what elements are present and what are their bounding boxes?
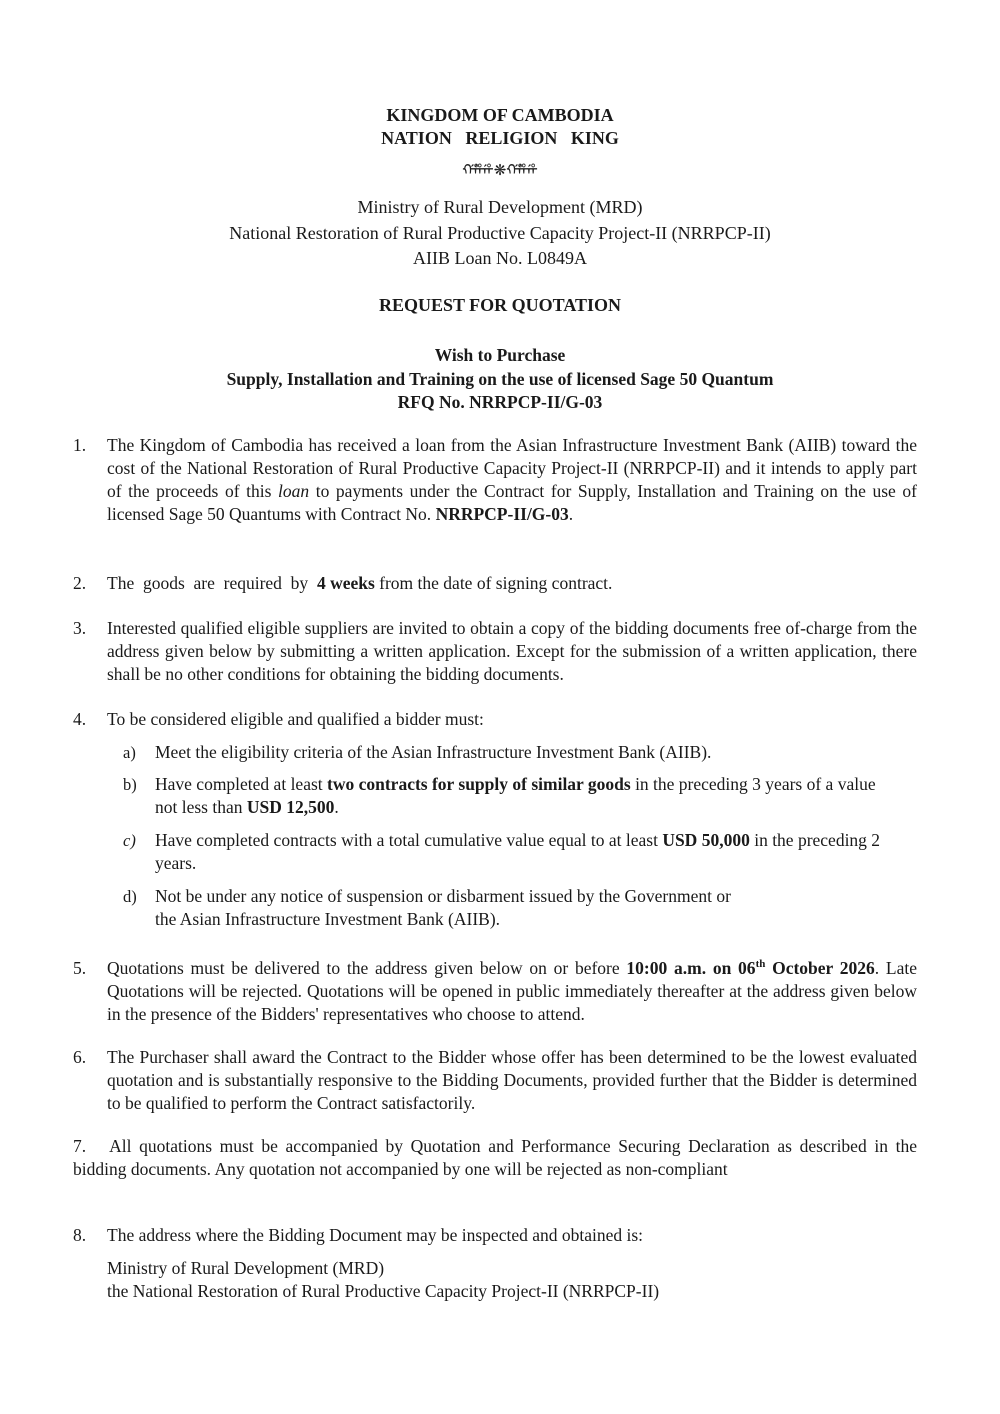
- subitem-c-text: Have completed contracts with a total cumulative value equal to at least USD 50,000 in the preceding 2 years.: [155, 830, 881, 873]
- subject-line-1: Wish to Purchase: [434, 345, 566, 365]
- item-number: 6.: [73, 1047, 87, 1067]
- subitem-d-text: Not be under any notice of suspension or disbarment issued by the Government or the Asian Infrastructure Investment Bank (AIIB).: [155, 886, 731, 929]
- item-number: 5.: [73, 958, 87, 978]
- item-1-text: The Kingdom of Cambodia has received a loan from the Asian Infrastructure Investment Bank (AIIB) toward the cost of the National Restoration of Rural Productive Capacity Project-II (NRRPCP-II) and it intends to apply part of the proceeds of this loan to payments under the Contract for Supply, Installation and Training on the use of licensed Sage 50 Quantums with Contract No. NRRPCP-II/G-03.: [107, 435, 917, 524]
- item-number: 1.: [73, 435, 87, 455]
- document-title: REQUEST FOR QUOTATION: [378, 295, 622, 315]
- address-line-2: the National Restoration of Rural Productive Capacity Project-II (NRRPCP-II): [107, 1281, 660, 1301]
- subitem-label: d): [123, 887, 137, 906]
- subitem-b-text: Have completed at least two contracts for supply of similar goods in the preceding 3 years of a value not less than USD 12,500.: [155, 774, 876, 817]
- item-7-text: 7. All quotations must be accompanied by Quotation and Performance Securing Declaration as described in the bidding documents. Any quotation not accompanied by one will be rejected as non-compliant: [73, 1136, 917, 1179]
- rfq-number: RFQ No. NRRPCP-II/G-03: [397, 392, 603, 412]
- item-3-text: Interested qualified eligible suppliers are invited to obtain a copy of the bidding documents free of-charge from the address given below by submitting a written application. Except for the submission of a written application, there shall be no other conditions for obtaining the bidding documents.: [107, 618, 917, 684]
- country-heading: KINGDOM OF CAMBODIA: [386, 105, 614, 125]
- item-2-text: The goods are required by 4 weeks from the date of signing contract.: [107, 573, 613, 593]
- loan-number: AIIB Loan No. L0849A: [413, 248, 587, 268]
- item-5-text: Quotations must be delivered to the address given below on or before 10:00 a.m. on 06th October 2026. Late Quotations will be rejected. Quotations will be opened in public immediately thereafter at the address given below in the presence of the Bidders' representatives who choose to attend.: [107, 958, 917, 1024]
- project-name: National Restoration of Rural Productive Capacity Project-II (NRRPCP-II): [229, 223, 771, 243]
- ministry-name: Ministry of Rural Development (MRD): [357, 197, 643, 217]
- ornament-divider: ᢚᢚᢚ❋ᢚᢚᢚ: [462, 163, 538, 179]
- subitem-label: a): [123, 743, 136, 762]
- address-line-1: Ministry of Rural Development (MRD): [107, 1258, 385, 1278]
- subitem-a-text: Meet the eligibility criteria of the Asian Infrastructure Investment Bank (AIIB).: [155, 742, 712, 762]
- item-number: 3.: [73, 618, 87, 638]
- national-motto: NATION RELIGION KING: [381, 128, 619, 148]
- item-number: 2.: [73, 573, 87, 593]
- item-4-text: To be considered eligible and qualified a bidder must:: [107, 709, 484, 729]
- subitem-label: c): [123, 831, 136, 850]
- item-number: 8.: [73, 1225, 87, 1245]
- item-number: 4.: [73, 709, 87, 729]
- item-6-text: The Purchaser shall award the Contract to the Bidder whose offer has been determined to be the lowest evaluated quotation and is substantially responsive to the Bidding Documents, provided further that the Bidder is determined to be qualified to perform the Contract satisfactorily.: [107, 1047, 917, 1113]
- subitem-label: b): [123, 775, 137, 794]
- item-8-text: The address where the Bidding Document may be inspected and obtained is:: [107, 1225, 644, 1245]
- subject-line-2: Supply, Installation and Training on the use of licensed Sage 50 Quantum: [226, 369, 774, 389]
